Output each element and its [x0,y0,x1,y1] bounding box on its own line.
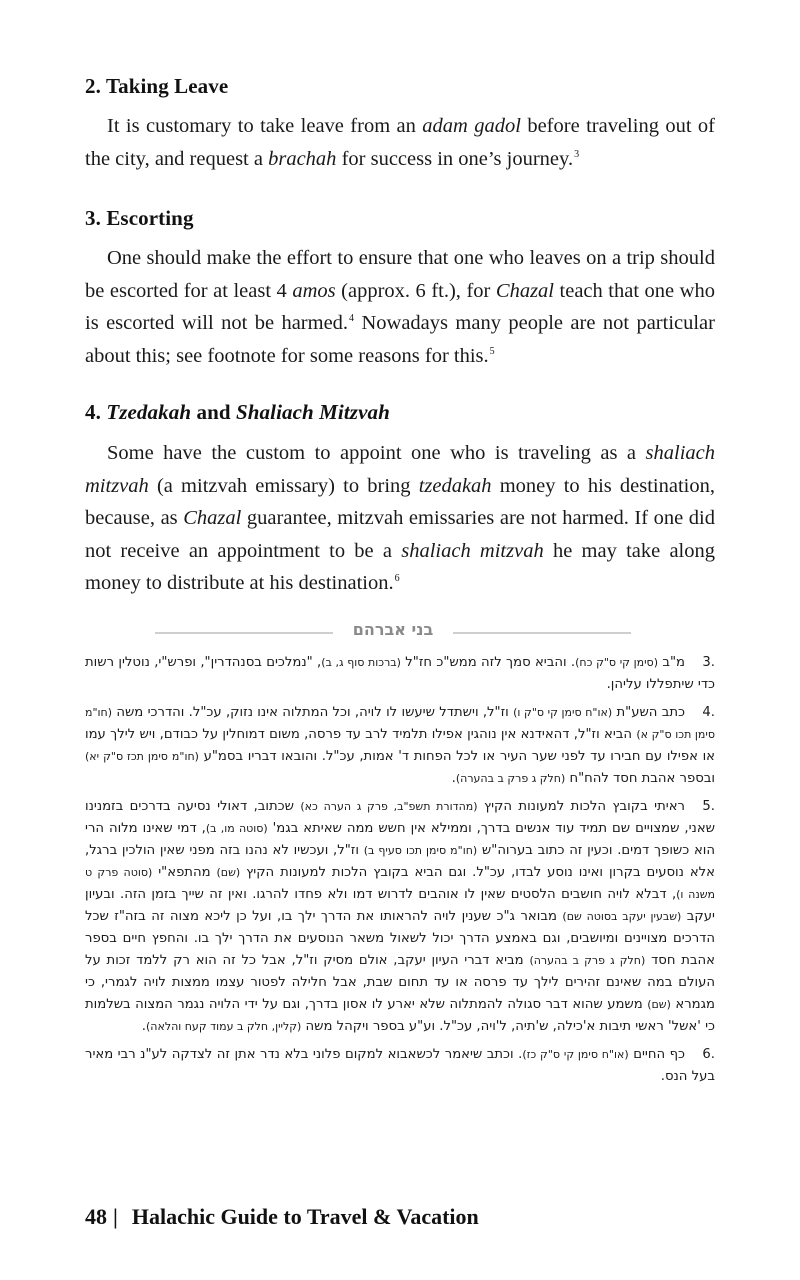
source-citation: (או"ח סימן קי ס"ק ו) [513,706,613,719]
section-title: Escorting [106,206,194,230]
footnote-ref[interactable]: 5 [489,345,495,357]
source-citation: (חלק ג פרק ב בהערה) [455,772,566,785]
footnote-number: 5. [702,799,715,814]
italic-term: Chazal [183,507,242,529]
source-citation: (סוטה מו, ב) [205,822,268,835]
book-title: Halachic Guide to Travel & Vacation [131,1204,479,1229]
paragraph-escorting: One should make the effort to ensure that one who leaves on a trip should be escorted for at least 4 amos (approx. 6 ft.), for Chazal teach that one who is escorted will not be harmed.$^4$ Nowadays many people are not particular about this; see footnote for some reasons for this.$^5$ [85,247,715,367]
source-citation: (חלק ג פרק ב בהערה) [529,954,646,967]
page-footer [85,1204,479,1230]
source-citation: (ברכות סוף ג, ב) [321,656,401,669]
divider-label: בני אברהם [352,620,434,639]
section-title: Taking Leave [105,74,229,98]
source-citation: (שם) [647,998,671,1011]
paragraph-tzedakah: Some have the custom to appoint one who is traveling as a shaliach mitzvah (a mitzvah emissary) to bring tzedakah money to his destination, because, as Chazal guarantee, mitzvah emissaries are not harmed. If one did not receive an appointment to be a shaliach mitzvah he may take along money to distribute at his destination.$^6$ [85,442,716,594]
source-citation: (או"ח סימן קי ס"ק כז) [522,1048,629,1061]
section-number: 2. [85,74,101,98]
italic-term: brachah [268,147,337,170]
source-citation: (קליין, חלק ב עמוד קעח והלאה) [145,1020,302,1033]
italic-term: adam gadol [422,115,521,137]
source-citation: (חו"מ סימן תכו סעיף ב) [363,844,478,857]
footnote-text: מ"ב (סימן קי ס"ק כח). והביא סמך לזה ממש"כ חז"ל (ברכות סוף ג, ב), "נמלכים בסנהדרין", ופרש"י, נוטלין רשות כדי שיתפללו עליהן. [85,655,715,692]
italic-term: amos [292,279,336,302]
footnote-text: כף החיים (או"ח סימן קי ס"ק כז). וכתב שיאמר לכשאבוא למקום פלוני בלא נדר אתן זה לצדקה לע"נ רבי מאיר בעל הנס. [85,1047,715,1084]
section-heading-tzedakah [85,400,390,425]
source-citation: (סימן קי ס"ק כח) [575,656,658,669]
section-number: 3. [85,206,101,230]
footnote-text: ראיתי בקובץ הלכות למעונות הקיץ (מהדורת תשפ"ב, פרק ג הערה כא) שכתוב, דאולי נסיעה בדרכים בזמנינו שאני, שמצויים שם תמיד עוד אנשים בדרך, וממילא אין חשש ממה שאיתא בגמ' (סוטה מו, ב), דמי שאינו מלוה הרי הוא כשופך דמים. וכעין זה כתוב בערוה"ש (חו"מ סימן תכו סעיף ב) וז"ל, ועכשיו לא נהנו בזה מפני שאין הולכין ברגל, אלא נוסעים בקרון ואינו נוסע לבדו, עכ"ל. וגם הביא בקובץ הלכות למעונות הקיץ (שם) מהתפא"י (סוטה פרק ט משנה ו), דבלא לויה חושבים הלסטים שאין לו אוהבים לדרוש דמו ולא פחדו להרגו. ואין זה שייך בזמן הזה. ובעיון יעקב (שבעין יעקב בסוטה שם) מבואר ג"כ שענין לויה להראותו את הדרך ילך בו, ועל כן ליכא מצוה זה בזה"ז שכל הדרכים מצויינים ומיושבים, וגם באמצע הדרך יכול לשאול משאר הנוסעים את הדרך ילך בו. והחפץ חיים בספר אהבת חסד (חלק ג פרק ב בהערה) מביא דברי העיון יעקב, אולם מסיק וז"ל, אבל כל זה הוא רק ללמד זכות על העולם במה שאינם זהירים לילך עד פרסה או עד תחום שבת, אבל חלילה לפטור עצמו ממצות לויה לגמרי, כי מגמרא (שם) משמע שהוא דבר סגולה להמתלוה שלא יארע לו אסון בדרך, וגם על ידי הלויה נגמר המצוה בשלמות כי 'אשל' ראשי תיבות א'כילה, ש'תיה, ל'ויה, עכ"ל. וע"ע בספר ויקהל משה (קליין, חלק ב עמוד קעח והלאה). [85,799,715,1034]
section-heading-taking-leave [85,74,228,99]
footnote-divider [155,620,645,644]
page-number: 48 [85,1204,107,1229]
footnote-ref[interactable]: 6 [394,573,400,584]
source-citation: (שבעין יעקב בסוטה שם) [562,910,682,923]
footnote-text: כתב השע"ת (או"ח סימן קי ס"ק ו) וז"ל, וישתדל שיעשו לו לויה, וכל המתלוה אינו נזוק, עכ"ל. והדרכי משה (חו"מ סימן תכו ס"ק א) הביא וז"ל, דהאידנא אין נוהגין אפילו תלמיד לרב עד פרסה, משום דמוחלין על כבודם, ויש לילך עמו או אפילו עם חבירו עד לפני שער העיר או לכל הפחות ד' אמות, עכ"ל. והובאו דבריו בסמ"ע (חו"מ סימן תכז ס"ק יא) ובספר אהבת חסד להח"ח (חלק ג פרק ב בהערה). [85,705,715,786]
source-citation: (סוטה פרק ט משנה ו) [85,866,715,901]
source-citation: (חו"מ סימן תכז ס"ק יא) [85,750,199,763]
source-citation: (שם) [216,866,241,879]
footer-separator: | [113,1204,118,1229]
footnote-number: 3. [702,655,715,670]
footnote-number: 4. [702,705,715,720]
italic-term: Chazal [495,279,554,302]
paragraph-taking-leave: It is customary to take leave from an adam gadol before traveling out of the city, and request a brachah for success in one’s journey.$^3$ [85,115,716,170]
divider-line-left [155,632,333,634]
footnote-4 [85,702,715,790]
section-number: 4. [85,400,101,424]
section-heading-escorting [85,206,194,231]
footnotes [85,652,715,1094]
italic-term: shaliach mitzvah [401,539,544,562]
italic-term: tzedakah [418,474,492,497]
italic-term: shaliach mitzvah [85,442,715,497]
source-citation: (חו"מ סימן תכו ס"ק א) [85,706,715,741]
footnote-ref[interactable]: 3 [574,148,580,160]
italic-term: Shaliach Mitzvah [235,400,390,424]
footnote-ref[interactable]: 4 [349,313,355,324]
source-citation: (מהדורת תשפ"ב, פרק ג הערה כא) [300,800,478,813]
italic-term: Tzedakah [106,400,192,424]
footnote-3 [85,652,715,696]
footnote-number: 6. [702,1047,715,1062]
footnote-5 [85,796,715,1038]
footnote-6 [85,1044,715,1088]
divider-line-right [453,632,631,634]
section-title: Tzedakah and Shaliach Mitzvah [106,400,390,424]
